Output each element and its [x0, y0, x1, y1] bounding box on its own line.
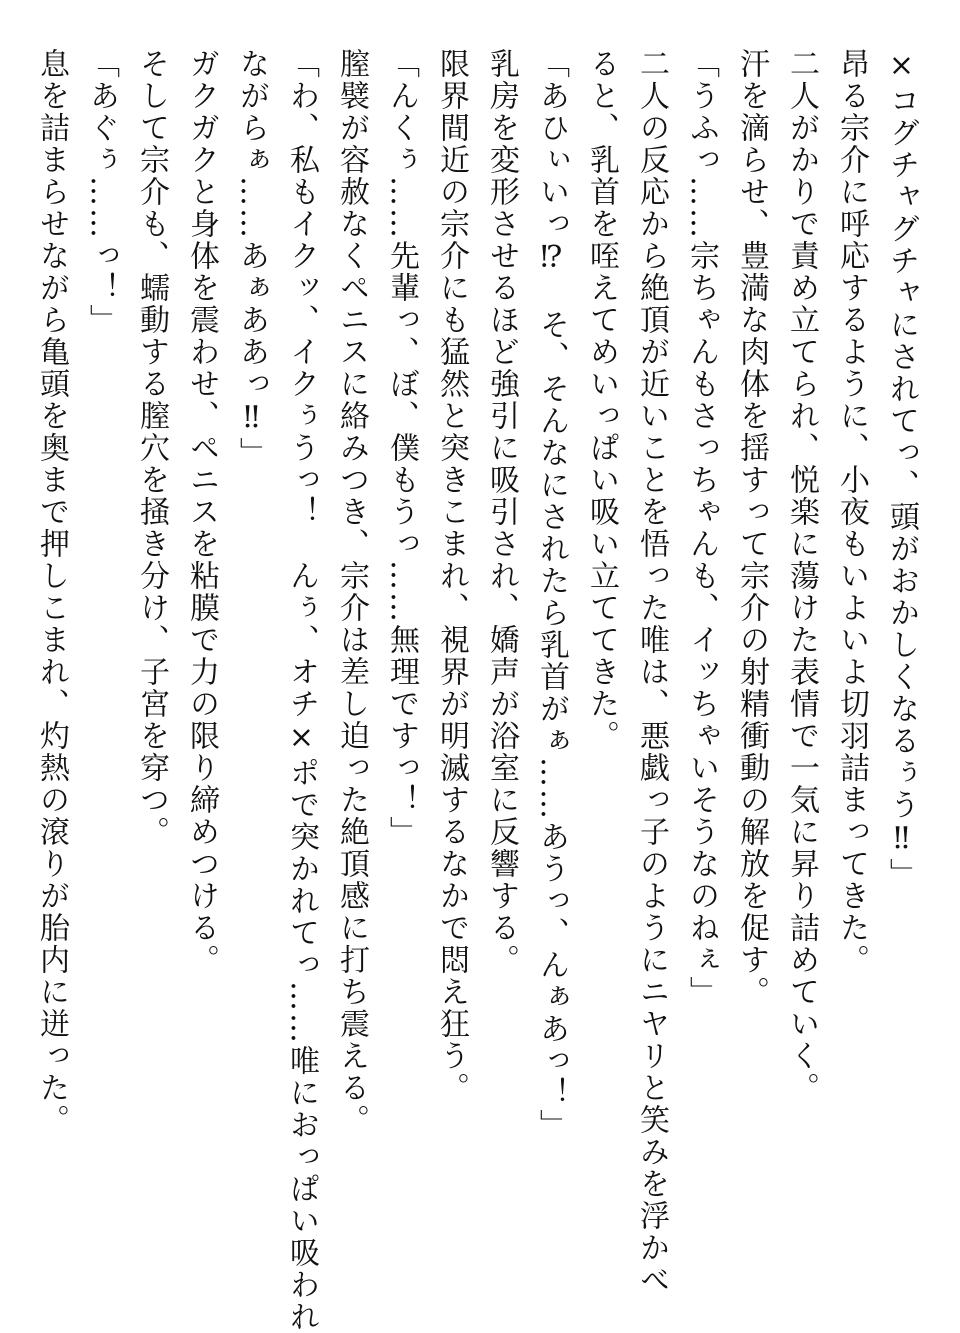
text-line: 限界間近の宗介にも猛然と突きこまれ、視界が明滅するなかで悶え狂う。: [434, 48, 469, 1104]
text-line: そして宗介も、蠕動する膣穴を掻き分け、子宮を穿つ。: [134, 48, 169, 848]
text-line: 二人の反応から絶頂が近いことを悟った唯は、悪戯っ子のようにニヤリと笑みを浮かべ: [634, 48, 669, 1296]
text-line: ×コグチャグチャにされてっ、頭がおかしくなるぅう‼」: [884, 48, 919, 890]
vertical-text-body: [26, 48, 926, 1333]
text-line: ガクガクと身体を震わせ、ペニスを粘膜で力の限り締めつける。: [184, 48, 219, 976]
text-line: 乳房を変形させるほど強引に吸引され、嬌声が浴室に反響する。: [484, 48, 519, 976]
text-line: 膣襞が容赦なくペニスに絡みつき、宗介は差し迫った絶頂感に打ち震える。: [334, 48, 369, 1136]
text-line: 「あぐぅ……っ！」: [84, 48, 119, 336]
text-line: ながらぁ……あぁああっ‼」: [234, 48, 269, 469]
text-line: 「んくぅ……先輩っ、ぼ、僕もうっ……無理ですっ！」: [384, 48, 419, 848]
text-line: 昂る宗介に呼応するように、小夜もいよいよ切羽詰まってきた。: [834, 48, 869, 976]
text-line: 息を詰まらせながら亀頭を奥まで押しこまれ、灼熱の滾りが胎内に迸った。: [34, 48, 69, 1136]
text-line: 汗を滴らせ、豊満な肉体を揺すって宗介の射精衝動の解放を促す。: [734, 48, 769, 1008]
text-line: 二人がかりで責め立てられ、悦楽に蕩けた表情で一気に昇り詰めていく。: [784, 48, 819, 1104]
text-line: 「うふっ……宗ちゃんもさっちゃんも、イッちゃいそうなのねぇ」: [684, 48, 719, 1008]
text-line: 「あひぃいっ⁉ そ、そんなにされたら乳首がぁ……あうっ、んぁあっ！」: [534, 48, 569, 1141]
text-line: ると、乳首を咥えてめいっぱい吸い立ててきた。: [584, 48, 619, 752]
text-line: 「わ、私もイクッ、イクぅうっ！ んぅ、オチ×ポで突かれてっ……唯におっぱい吸われ: [284, 48, 319, 1333]
